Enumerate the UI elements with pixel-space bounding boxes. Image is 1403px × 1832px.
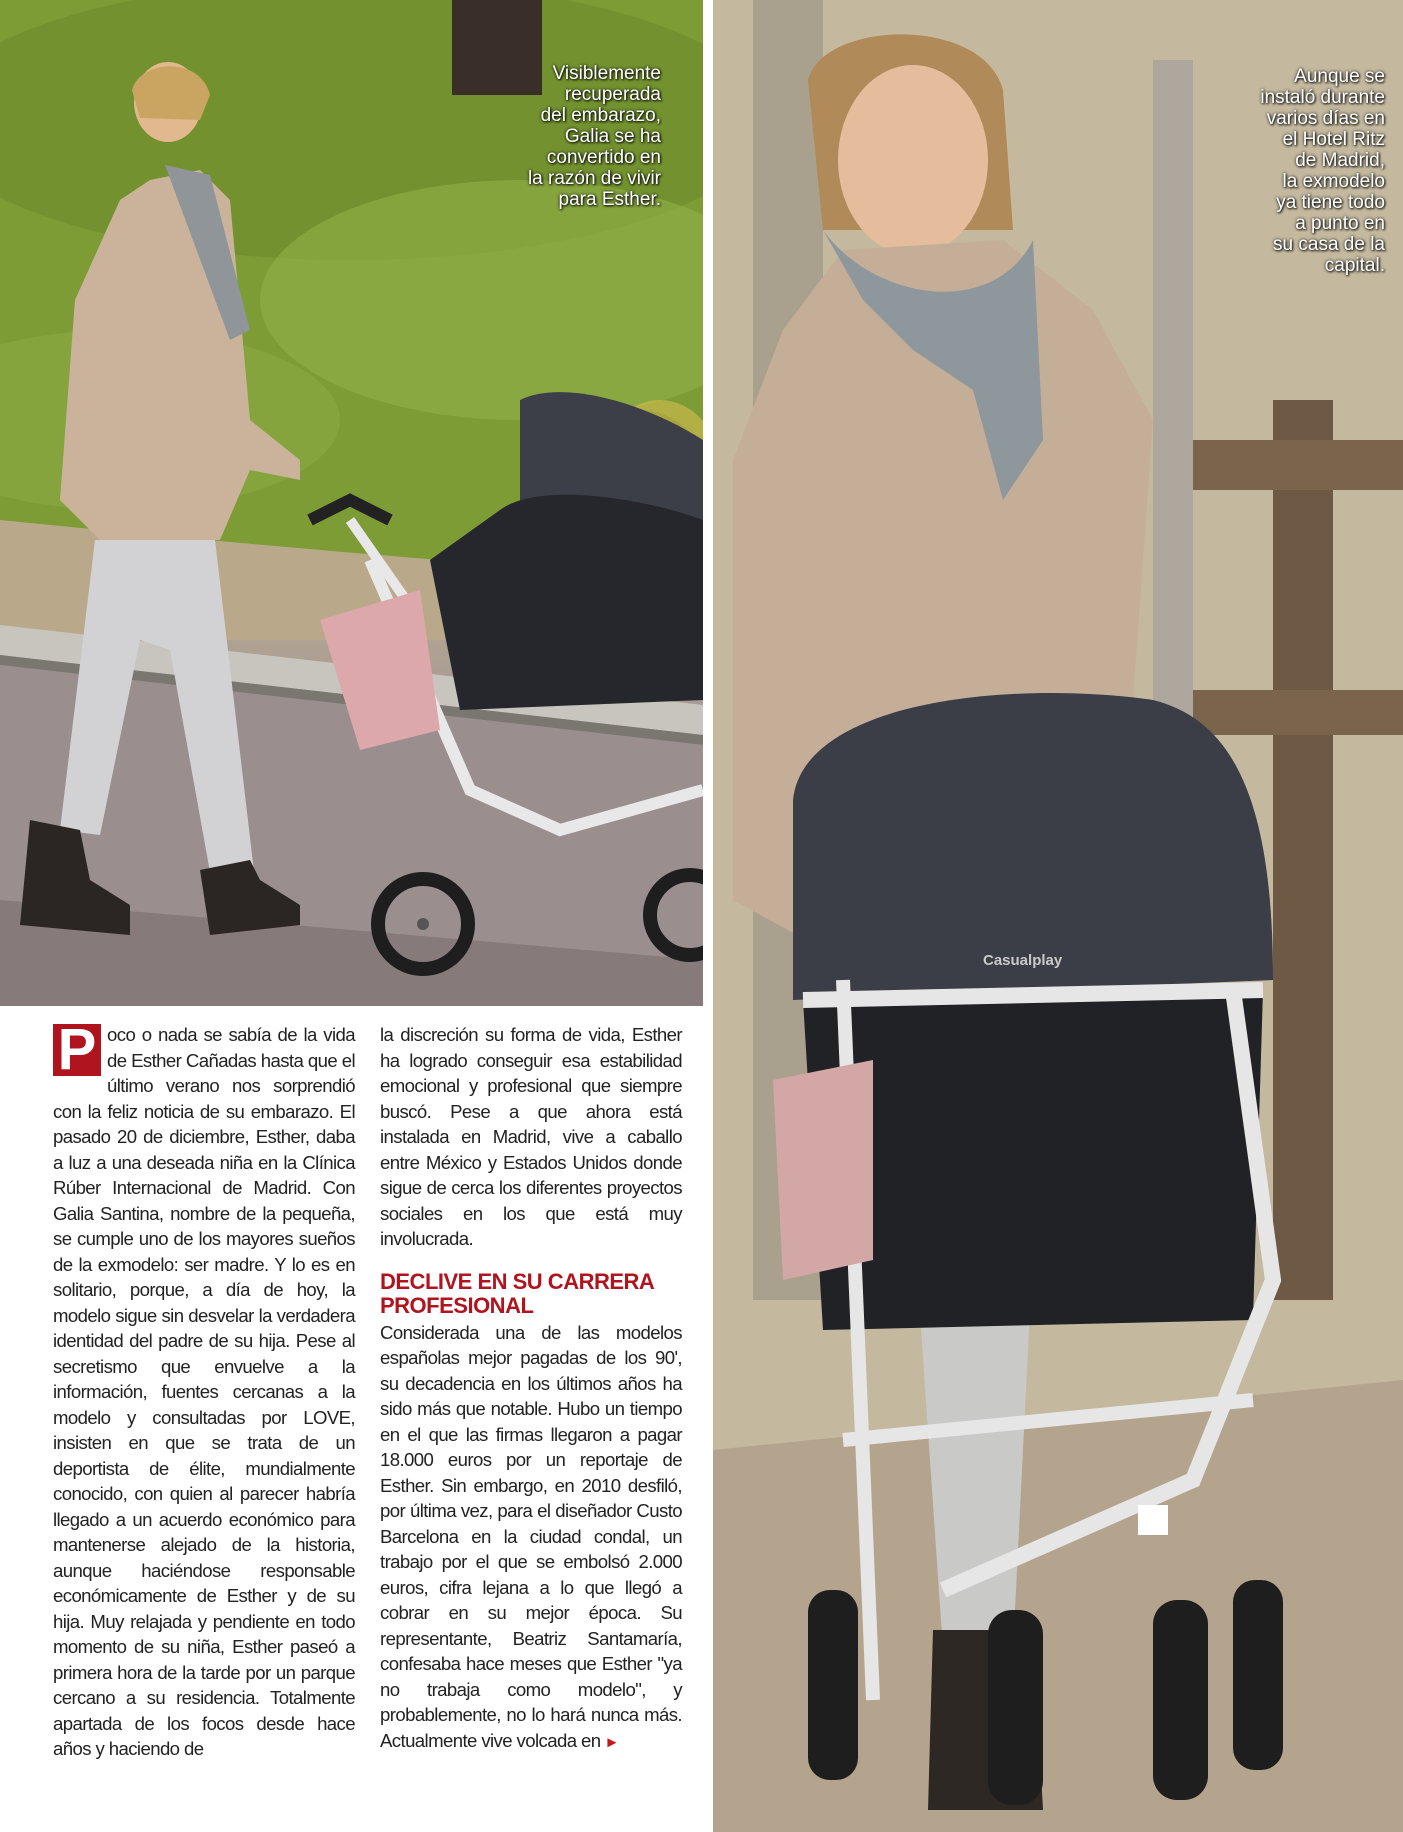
photo-woman-pushing-stroller-closeup <box>713 0 1403 1832</box>
photo-caption-left: Visiblemente recuperada del embarazo, Galia se ha convertido en la razón de vivir para Esther. <box>527 63 661 210</box>
article-subheading: DECLIVE EN SU CARRERA PROFESIONAL <box>380 1268 654 1318</box>
article-paragraph-2 <box>380 1320 682 1756</box>
article-col1-text: oco o nada se sabía de la vida de Esther Cañadas hasta que el último verano nos sorprendió con la feliz noticia de su embarazo. El pasado 20 de diciembre, Esther, daba a luz a una deseada niña en la Clínica Rúber Internacional de Madrid. Con Galia Santina, nombre de la pequeña, se cumple uno de los mayores sueños de la exmodelo: ser madre. Y lo es en solitario, porque, a día de hoy, la modelo sigue sin desvelar la verdadera identidad del padre de su hija. Pese al secretismo que envuelve a la información, fuentes cercanas a la modelo y consultadas por LOVE, insisten en que se trata de un deportista de élite, mundialmente conocido, con quien al parecer habría llegado a un acuerdo económico para mantenerse alejado de la historia, aunque haciéndose responsable económicamente de Esther y de su hija. Muy relajada y pendiente en todo momento de su niña, Esther paseó a primera hora de la tarde por un parque cercano a su residencia. Totalmente apartada de los focos desde hace años y haciendo de <box>53 1024 355 1759</box>
article-col2-body: Considerada una de las modelos españolas mejor pagadas de los 90', su decadencia en los últimos años ha sido más que notable. Hubo un tiempo en el que las firmas llegaron a pagar 18.000 euros por un reportaje de Esther. Sin embargo, en 2010 desfiló, por última vez, para el diseñador Custo Barcelona en la ciudad condal, un trabajo por el que se embolsó 2.000 euros, cifra lejana a lo que llegó a cobrar en su mejor época. Su representante, Beatriz Santamaría, confesaba hace meses que Esther "ya no trabaja como modelo", y probablemente, no lo hará nunca más. Actualmente vive volcada en <box>380 1321 682 1751</box>
photo-caption-right: Aunque se instaló durante varios días en el Hotel Ritz de Madrid, la exmodelo ya tiene todo a punto en su casa de la capital. <box>1260 66 1385 276</box>
stroller-figure-closeup <box>773 693 1283 1805</box>
article-col2-intro: la discreción su forma de vida, Esther ha logrado conseguir esa estabilidad emocional y profesional que siempre buscó. Pese a que ahora está instalada en Madrid, vive a caballo entre México y Estados Unidos donde sigue de cerca los diferentes proyectos sociales en los que está muy involucrada. <box>380 1024 682 1249</box>
article-column-2 <box>380 1022 682 1755</box>
continue-arrow-icon: ► <box>604 1733 619 1751</box>
drop-cap: P <box>53 1024 101 1076</box>
stroller-brand-label: Casualplay <box>983 952 1063 969</box>
article-column-1 <box>53 1017 355 1762</box>
article-paragraph-1 <box>53 1017 355 1762</box>
stroller-logo-c <box>1138 1505 1168 1535</box>
photo-woman-walking-stroller-park <box>0 0 703 1006</box>
